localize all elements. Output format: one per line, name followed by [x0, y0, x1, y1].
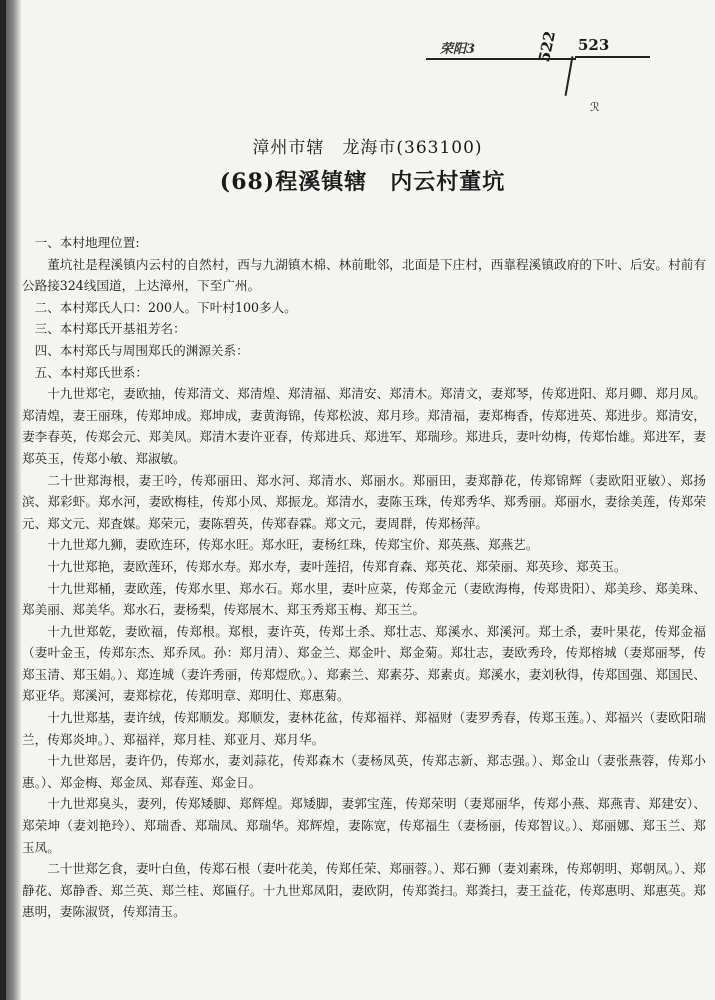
- section-heading: 五、本村郑氏世系：: [34, 364, 148, 380]
- page-number-left: 522: [535, 29, 560, 64]
- paragraph: 十九世郑居，妻许仍，传郑水，妻刘蒜花，传郑森木（妻杨凤英，传郑志新、郑志强。）、郑金山（妻张燕蓉，传郑小惠。）、郑金梅、郑金凤、郑春莲、郑金日。: [22, 753, 706, 790]
- paragraph: 十九世郑基，妻许绒，传郑顺发。郑顺发，妻林花盆，传郑福祥、郑福财（妻罗秀春，传郑玉莲。）、郑福兴（妻欧阳瑞兰，传郑炎坤。）、郑福祥，郑月桂、郑亚月、郑月华。: [22, 710, 706, 747]
- header-fold-rule: [565, 56, 573, 96]
- paragraph: 十九世郑九狮，妻欧连环，传郑水旺。郑水旺，妻杨红珠，传郑宝价、郑英燕、郑燕艺。: [47, 537, 539, 553]
- page-number-right: 523: [578, 36, 610, 54]
- paragraph: 十九世郑宅，妻欧抽，传郑清文、郑清煌、郑清福、郑清安、郑清木。郑清文，妻郑琴，传郑进阳、郑月卿、郑月凤。郑清煌，妻王丽珠，传郑坤成。郑坤成，妻黄海锦，传郑松波、郑月珍。郑清福，妻郑梅香，传郑进英、郑进步。郑清安，妻李春英，传郑会元、郑美凤。郑清木妻许亚春，传郑进兵、郑进军、郑瑞珍。郑进兵，妻叶幼梅，传郑怡雄。郑进军，妻郑英玉，传郑小敏、郑淑敏。: [22, 386, 706, 466]
- paragraph: 二十世郑海根，妻王吟，传郑丽田、郑水河、郑清水、郑丽水。郑丽田，妻郑静花，传郑锦辉（妻欧阳亚敏）、郑扬滨、郑彩虾。郑水河，妻欧梅桂，传郑小凤、郑振龙。郑清水，妻陈玉珠，传郑秀华、郑秀丽。郑丽水，妻徐美莲，传郑荣元、郑文元、郑査媒。郑荣元，妻陈碧英，传郑春霖。郑文元，妻周群，传郑杨萍。: [22, 472, 706, 531]
- section-heading: 一、本村地理位置:: [34, 235, 140, 250]
- section-heading: 二、本村郑氏人口：200人。下叶村100多人。: [34, 299, 297, 315]
- margin-scribble: ℛ: [590, 100, 600, 114]
- section-heading: 四、本村郑氏与周围郑氏的渊源关系：: [34, 342, 249, 358]
- paragraph: 董坑社是程溪镇内云村的自然村，西与九湖镇木棉、林前毗邻，北面是下庄村，西靠程溪镇政府的下叶、后安。村前有公路接324线国道，上达漳州，下至广州。: [22, 256, 706, 294]
- document-subtitle: 漳州市辖 龙海市(363100): [252, 138, 483, 158]
- paragraph: 二十世郑乞食，妻叶白鱼，传郑石根（妻叶花美，传郑任荣、郑丽蓉。）、郑石狮（妻刘素珠，传郑朝明、郑朝凤。）、郑静花、郑静香、郑兰英、郑兰桂、郑匾仔。十九世郑凤阳，妻欧阴，传郑粪扫。郑粪扫，妻王益花，传郑惠明、郑惠英。郑惠明，妻陈淑贤，传郑清玉。: [22, 861, 706, 920]
- section-heading: 三、本村郑氏开基祖芳名：: [34, 321, 186, 337]
- running-title: 荣阳3: [440, 42, 476, 57]
- paragraph: 十九世郑桶，妻欧莲，传郑水里、郑水石。郑水里，妻叶应菜，传郑金元（妻欧海梅，传郑贵阳）、郑美珍、郑美珠、郑美丽、郑美华。郑水石，妻杨梨，传郑展木、郑玉秀郑玉梅、郑玉兰。: [22, 580, 706, 618]
- paragraph: 十九世郑乾，妻欧福，传郑根。郑根，妻许英，传郑土杀、郑壮志、郑溪水、郑溪河。郑土杀，妻叶果花，传郑金福（妻叶金玉，传郑东杰、郑乔凤。孙：郑月清）、郑金兰、郑金叶、郑金菊。郑壮志，妻欧秀玲，传郑榕城（妻郑丽琴，传郑玉清、郑玉娟。）、郑连城（妻许秀丽，传郑煜欣。）、郑素兰、郑素芬、郑素贞。郑溪水，妻刘秋得，传郑国强、郑国民、郑亚华。郑溪河，妻郑棕花，传郑明章、郑明仕、郑惠菊。: [22, 623, 706, 704]
- header-rule-right: [575, 56, 650, 58]
- document-body: [22, 232, 706, 923]
- paragraph: 十九世郑臭头，妻列，传郑矮脚、郑辉煌。郑矮脚，妻郭宝莲，传郑荣明（妻郑丽华，传郑小燕、郑燕青、郑建安）、郑荣坤（妻刘艳玲）、郑瑞香、郑瑞凤、郑瑞华。郑辉煌，妻陈宽，传郑福生（妻杨丽，传郑智议。）、郑丽娜、郑玉兰、郑玉凤。: [22, 796, 706, 855]
- paragraph: 十九世郑艳，妻欧莲环，传郑水寿。郑水寿，妻叶莲招，传郑育森、郑英花、郑荣丽、郑英珍、郑英玉。: [47, 558, 627, 574]
- document-title: (68)程溪镇辖 内云村董坑: [219, 169, 506, 195]
